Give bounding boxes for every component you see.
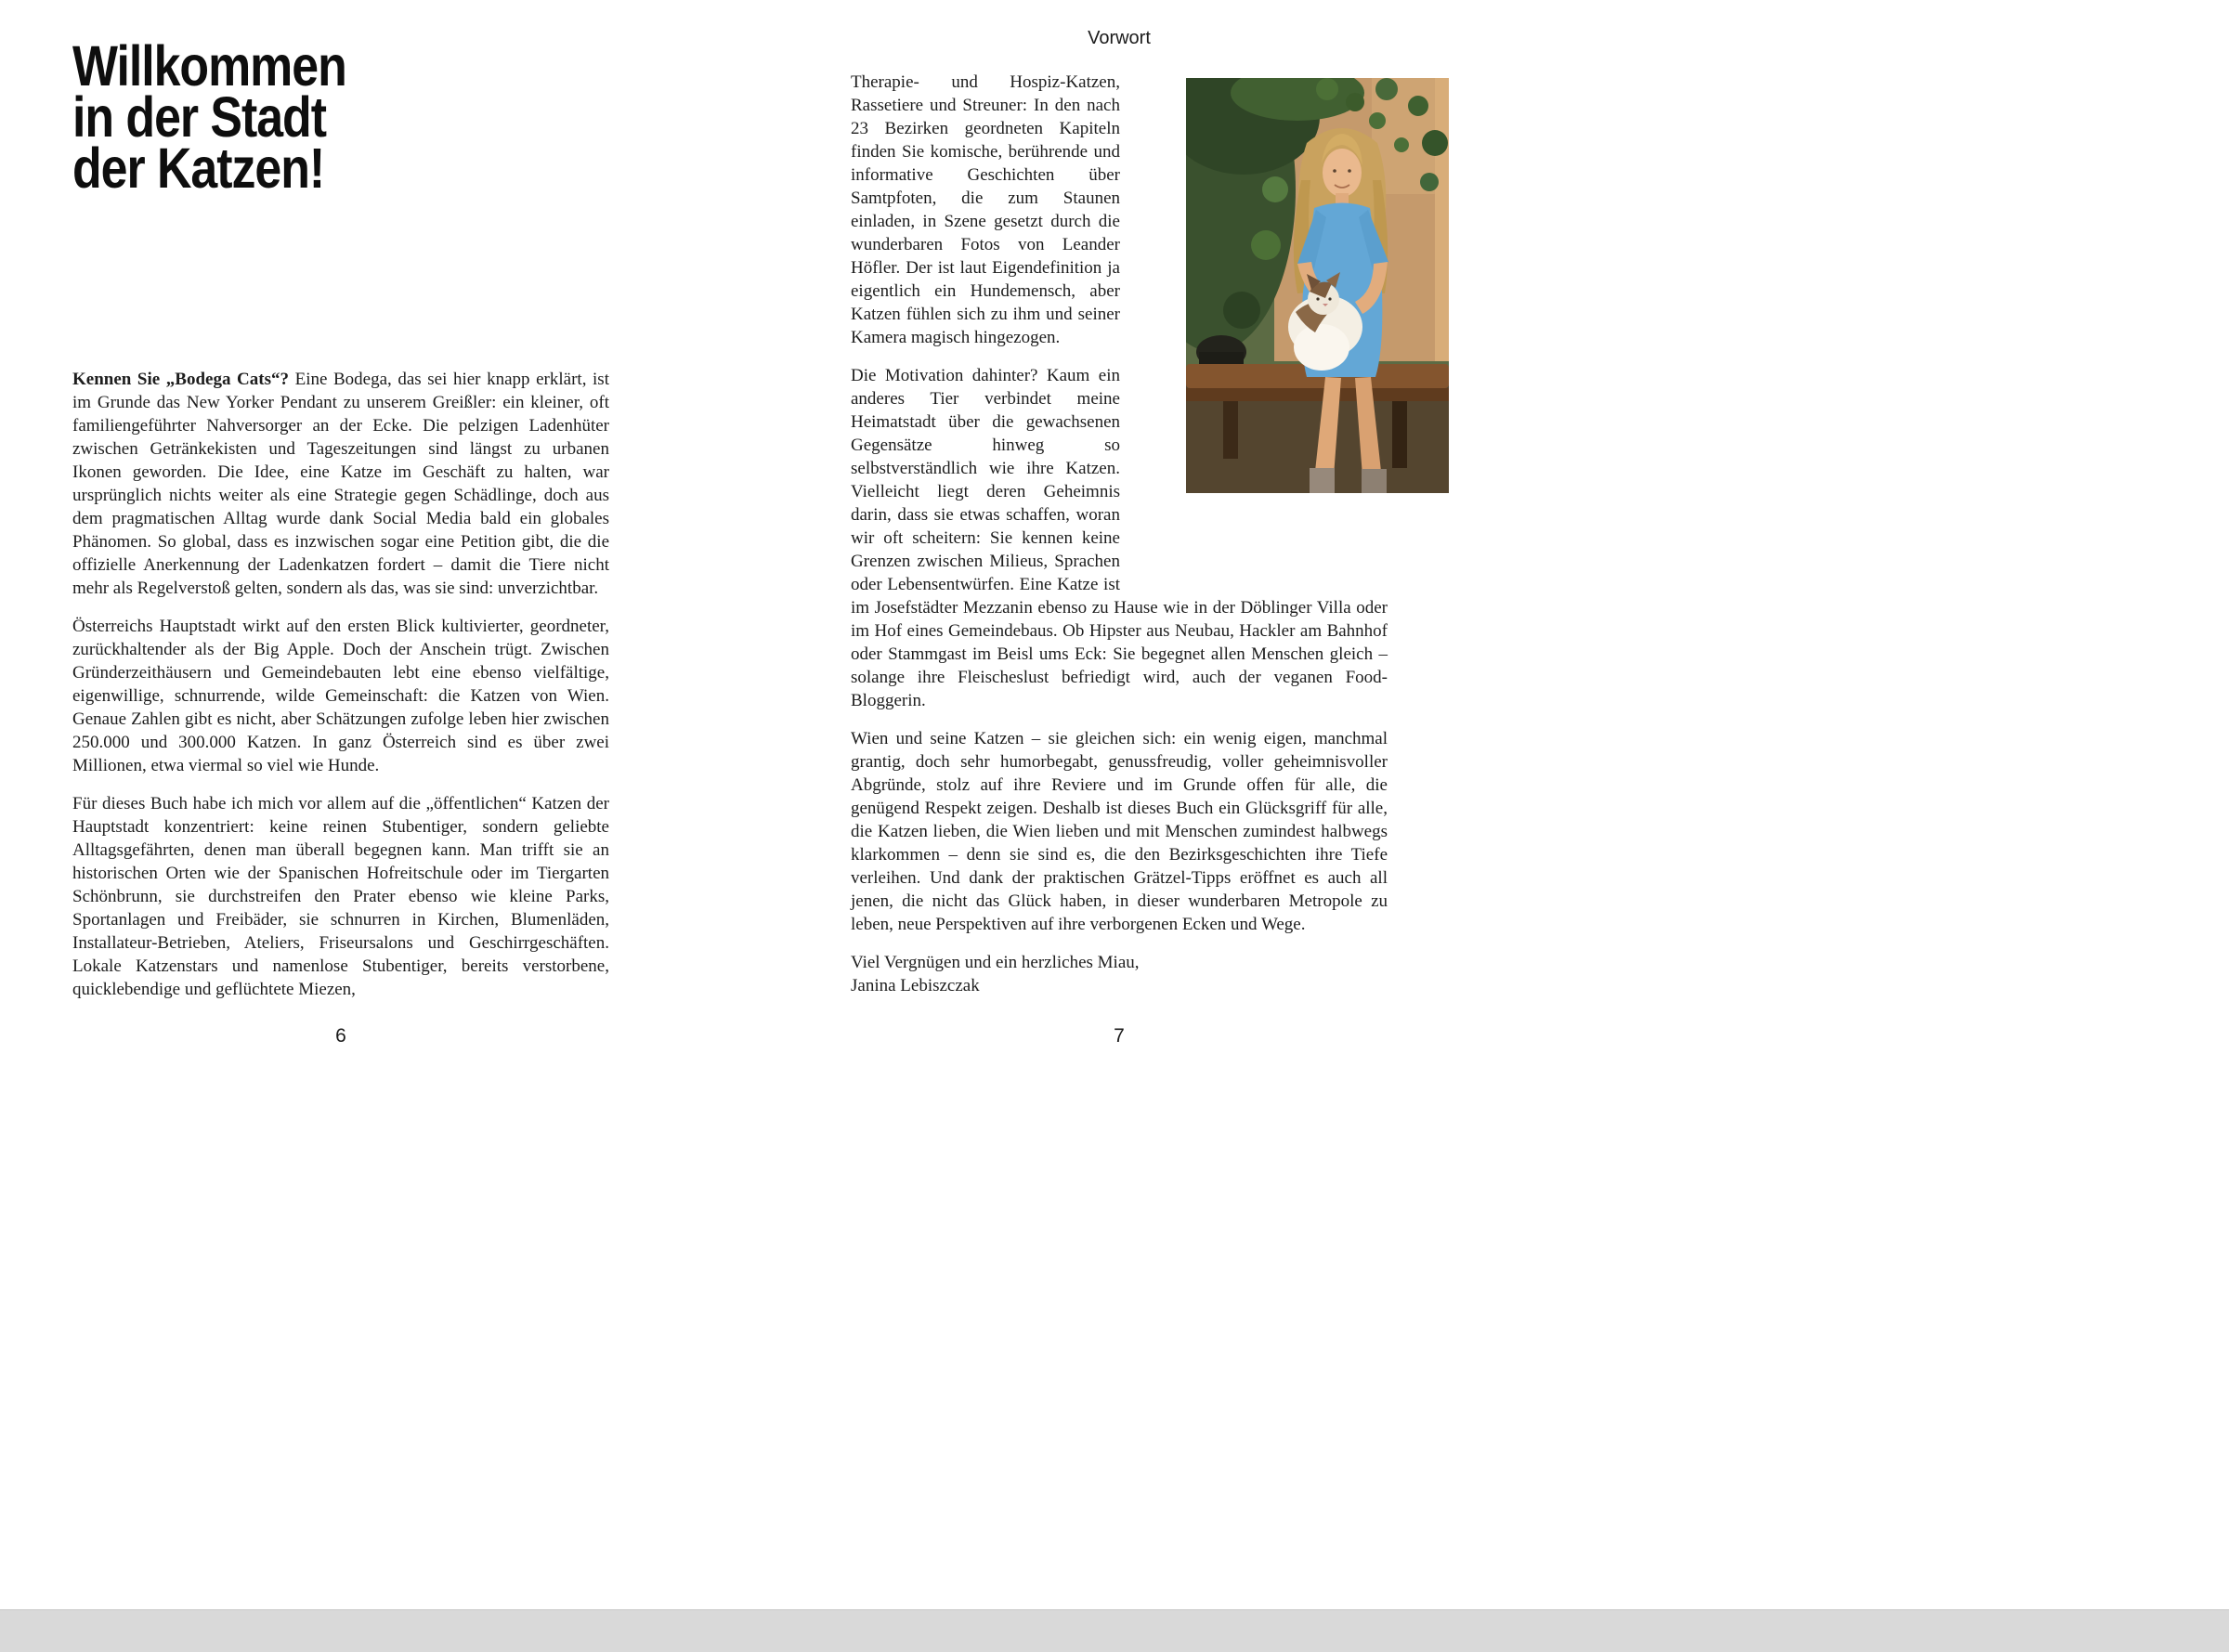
chapter-title: [72, 34, 346, 200]
closing-line: Janina Lebiszczak: [851, 976, 980, 995]
closing-line: Viel Vergnügen und ein herzliches Miau,: [851, 953, 1140, 972]
chapter-title-line: in der Stadt: [72, 85, 326, 149]
author-photo-illustration: [1186, 78, 1449, 493]
chapter-title-line: der Katzen!: [72, 137, 325, 200]
bottom-edge-strip: [0, 1609, 2229, 1652]
author-photo: [1186, 78, 1449, 493]
closing-block: [851, 951, 1388, 997]
page-number-left: 6: [335, 1025, 346, 1047]
body-paragraph: Österreichs Hauptstadt wirkt auf den ersten Blick kultivierter, geordneter, zurückhaltender als der Big Apple. Doch der Anschein trügt. Zwischen Gründerzeithäusern und Gemeindebauten lebt eine ebenso vielfältige, eigenwillige, schnurrende, wilde Gemeinschaft: die Katzen von Wien. Genaue Zahlen gibt es nicht, aber Schätzungen zufolge leben hier zwischen 250.000 und 300.000 Katzen. In ganz Österreich sind es über zwei Millionen, etwa viermal so viel wie Hunde.: [72, 617, 609, 775]
paragraph-lead-bold: Kennen Sie „Bodega Cats“?: [72, 370, 289, 389]
body-paragraph: Wien und seine Katzen – sie gleichen sich: ein wenig eigen, manchmal grantig, doch sehr humorbegabt, genussfreudig, voller geheimnisvoller Abgründe, stolz auf ihre Reviere und im Grunde offen für alle, die genügend Respekt zeigen. Deshalb ist dieses Buch ein Glücksgriff für alle, die Katzen lieben, die Wien lieben und mit Menschen zumindest halbwegs klarkommen – denn sie sind es, die den Bezirksgeschichten ihre Tiefe verleihen. Und dank der praktischen Grätzel-Tipps eröffnet es auch all jenen, die nicht das Glück haben, in dieser wunderbaren Metropole zu leben, neue Perspektiven auf ihre verborgenen Ecken und Wege.: [851, 729, 1388, 934]
running-header: Vorwort: [1088, 28, 1151, 48]
chapter-title-line: Willkommen: [72, 34, 346, 98]
body-paragraph: Für dieses Buch habe ich mich vor allem auf die „öffentlichen“ Katzen der Hauptstadt konzentriert: keine reinen Stubentiger, sondern geliebte Alltagsgefährten, denen man überall begegnen kann. Man trifft sie an historischen Orten wie der Spanischen Hofreitschule oder im Tiergarten Schönbrunn, sie durchstreifen den Prater ebenso wie kleine Parks, Sportanlagen und Freibäder, sie schnurren in Kirchen, Blumenläden, Installateur-Betrieben, Ateliers, Friseursalons und Geschirrgeschäften. Lokale Katzenstars und namenlose Stubentiger, bereits verstorbene, quicklebendige und geflüchtete Miezen,: [72, 794, 609, 999]
left-page-body: [72, 368, 609, 1016]
body-paragraph: Therapie- und Hospiz-Katzen, Rassetiere und Streuner: In den nach 23 Bezirken geordneten Kapiteln finden Sie komische, berührende und informative Geschichten über Samtpfoten, die zum Staunen einladen, in Szene gesetzt durch die wunderbaren Fotos von Leander Höfler. Der ist laut Eigendefinition ja eigentlich ein Hundemensch, aber Katzen fühlen sich zu ihm und seiner Kamera magisch hingezogen.: [851, 72, 1120, 347]
body-paragraph: [72, 368, 609, 600]
page-number-right: 7: [1114, 1025, 1125, 1047]
photo-wall-edge: [1435, 78, 1449, 361]
paragraph-text: Eine Bodega, das sei hier knapp erklärt, ist im Grunde das New Yorker Pendant zu unserem Greißler: ein kleiner, oft familiengeführter Nahversorger an der Ecke. Die pelzigen Ladenhüter zwischen Getränkekisten und Tageszeitungen sind längst zu urbanen Ikonen geworden. Die Idee, eine Katze im Geschäft zu halten, war ursprünglich nichts weiter als eine Strategie gegen Schädlinge, doch aus dem pragmatischen Alltag wurde dank Social Media bald ein globales Phänomen. So global, dass es inzwischen sogar eine Petition gibt, die die offizielle Anerkennung der Ladenkatzen fordert – damit die Tiere nicht mehr als Regelverstoß gelten, sondern als das, was sie sind: unverzichtbar.: [72, 370, 609, 598]
body-paragraph: Die Motivation dahinter? Kaum ein anderes Tier verbindet meine Heimatstadt über die gewachsenen Gegensätze hinweg so selbstverständlich wie ihre Katzen. Vielleicht liegt deren Geheimnis darin, dass sie etwas schaffen, woran wir oft scheitern: Sie kennen keine Grenzen zwischen Milieus, Sprachen oder Lebensentwürfen. Eine Katze ist im Josefstädter Mezzanin ebenso zu Hause wie in der Döblinger Villa oder im Hof eines Gemeindebaus. Ob Hipster aus Neubau, Hackler am Bahnhof oder Stammgast im Beisl ums Eck: Sie begegnet allen Menschen gleich – solange ihre Fleischeslust befriedigt wird, auch der veganen Food-Bloggerin.: [851, 366, 1388, 710]
